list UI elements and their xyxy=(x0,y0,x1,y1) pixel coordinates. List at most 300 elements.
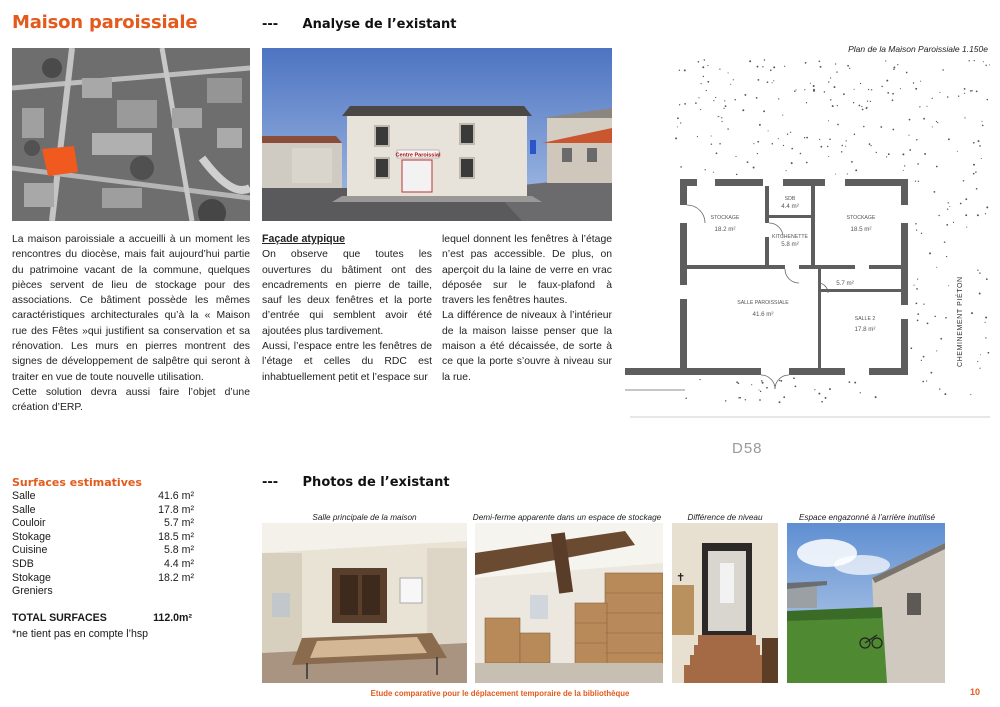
total-value: 112.0m² xyxy=(153,612,192,624)
grass-dot xyxy=(945,317,947,319)
description-column-2 xyxy=(262,232,432,385)
grass-dot xyxy=(793,377,795,379)
grass-dot xyxy=(795,386,797,388)
grass-dot xyxy=(987,99,988,100)
grass-dot xyxy=(684,103,686,105)
floor-plan xyxy=(625,55,990,420)
grass-dot xyxy=(915,223,917,225)
grass-dot xyxy=(936,121,937,122)
surface-row xyxy=(12,517,194,531)
grass-dot xyxy=(936,350,937,351)
grass-dot xyxy=(719,68,720,69)
road-label: D58 xyxy=(732,440,763,457)
grass-dot xyxy=(861,106,862,107)
surface-label: Greniers xyxy=(12,585,53,598)
grass-dot xyxy=(965,214,967,216)
grass-dot xyxy=(908,135,909,136)
grass-dot xyxy=(806,102,807,103)
grass-dot xyxy=(944,393,946,395)
grass-dot xyxy=(843,93,845,95)
grass-dot xyxy=(923,118,925,120)
surface-label: SDB xyxy=(12,557,34,570)
surface-row xyxy=(12,490,194,504)
surface-row xyxy=(12,572,194,586)
grass-dot xyxy=(975,171,976,172)
grass-dot xyxy=(845,146,846,147)
grass-dot xyxy=(824,91,826,93)
grass-dot xyxy=(964,117,965,118)
grass-dot xyxy=(719,143,721,145)
grass-dot xyxy=(909,119,911,121)
grass-dot xyxy=(790,132,791,133)
grass-dot xyxy=(699,379,700,380)
grass-dot xyxy=(794,90,796,92)
grass-dot xyxy=(772,82,773,83)
grass-dot xyxy=(870,101,871,102)
grass-dot xyxy=(759,399,761,401)
room-name: STOCKAGE xyxy=(710,215,740,221)
grass-dot xyxy=(679,104,680,105)
grass-dot xyxy=(715,97,716,98)
grass-dot xyxy=(680,122,681,123)
grass-dot xyxy=(900,88,901,89)
grass-dot xyxy=(679,70,680,71)
grass-dot xyxy=(677,126,678,127)
grass-dot xyxy=(981,158,982,159)
grass-dot xyxy=(887,92,889,94)
surface-row xyxy=(12,504,194,518)
grass-dot xyxy=(727,128,729,130)
grass-dot xyxy=(705,169,706,170)
grass-dot xyxy=(828,156,829,157)
total-label: TOTAL SURFACES xyxy=(12,612,107,624)
grass-dot xyxy=(779,380,780,381)
grass-dot xyxy=(819,139,820,140)
grass-dot xyxy=(977,361,978,362)
grass-dot xyxy=(923,356,925,358)
room-area: 18.5 m² xyxy=(850,226,872,233)
grass-dot xyxy=(974,60,975,61)
grass-dot xyxy=(876,152,877,153)
surface-value: 17.8 m² xyxy=(158,503,194,516)
path-label: CHEMINEMENT PIÉTON xyxy=(957,276,964,367)
grass-dot xyxy=(948,138,950,140)
grass-dot xyxy=(917,289,918,290)
grass-dot xyxy=(903,170,904,171)
grass-dot xyxy=(711,143,712,144)
grass-dot xyxy=(863,126,865,128)
grass-dot xyxy=(981,121,982,122)
photo-storage xyxy=(475,523,663,683)
facade-sign: Centre Paroissial xyxy=(395,152,441,159)
grass-dot xyxy=(971,90,972,91)
grass-dot xyxy=(910,347,912,349)
grass-dot xyxy=(756,97,758,99)
grass-dot xyxy=(947,96,949,98)
grass-dot xyxy=(860,392,861,393)
grass-dot xyxy=(983,61,984,62)
grass-dot xyxy=(985,322,986,323)
paragraph: La maison paroissiale a accueilli à un moment les rencontres du diocèse, mais fait aujourd’hui partie du patrimoine vacant de la commune, quelques pièces servent de lieu de stockage pour des associations. Ce bâtiment possède les mêmes caractéristiques architecturales qu’à la « Maison rue des Fêtes »qui justifient sa conservation et sa rénovation. Les murs en pierres montrent des signes de développement de salpêtre qui seront à traiter en vue de toute nouvelle utilisation. xyxy=(12,234,250,383)
grass-dot xyxy=(854,134,856,136)
grass-dot xyxy=(968,60,969,61)
grass-dot xyxy=(733,79,734,80)
surface-value: 4.4 m² xyxy=(163,557,194,570)
grass-dot xyxy=(749,60,751,62)
grass-dot xyxy=(747,161,749,163)
grass-dot xyxy=(849,381,851,383)
grass-dot xyxy=(701,83,702,84)
grass-dot xyxy=(885,60,886,61)
surface-value: 5.8 m² xyxy=(163,544,194,557)
grass-dot xyxy=(986,206,988,208)
surface-row xyxy=(12,544,194,558)
room-area: 17.8 m² xyxy=(854,326,876,333)
grass-dot xyxy=(948,202,949,203)
grass-dot xyxy=(924,153,926,155)
facade-photo-graphic xyxy=(262,48,612,221)
grass-dot xyxy=(917,279,918,280)
grass-dot xyxy=(698,97,699,98)
page-number: 10 xyxy=(970,687,981,697)
grass-dot xyxy=(893,68,894,69)
grass-dot xyxy=(976,91,978,93)
paragraph: lequel donnent les fenêtres à l’étage n’est pas accessible. De plus, on aperçoit du la laine de verre en vrac déposée sur le faux-plafond à travers les fenêtres hautes. xyxy=(442,234,612,307)
grass-dot xyxy=(985,213,986,214)
grass-dot xyxy=(784,66,785,67)
grass-dot xyxy=(706,90,707,91)
grass-dot xyxy=(939,388,940,389)
grass-dot xyxy=(976,188,978,190)
grass-dot xyxy=(736,174,738,176)
grass-dot xyxy=(904,165,905,166)
surfaces-table xyxy=(12,490,194,599)
grass-dot xyxy=(806,162,808,164)
heading-dash: --- xyxy=(262,475,279,490)
grass-dot xyxy=(836,71,837,72)
grass-dot xyxy=(917,320,919,322)
grass-dot xyxy=(958,96,959,97)
grass-dot xyxy=(915,180,916,181)
grass-dot xyxy=(716,152,718,154)
grass-dot xyxy=(835,174,836,175)
grass-dot xyxy=(697,136,698,137)
room-area: 18.2 m² xyxy=(714,226,736,233)
grass-dot xyxy=(677,117,679,119)
surfaces-total xyxy=(12,612,192,624)
grass-dot xyxy=(973,173,975,175)
grass-dot xyxy=(886,80,888,82)
grass-dot xyxy=(757,153,758,154)
grass-dot xyxy=(937,122,938,123)
grass-dot xyxy=(804,89,805,90)
grass-dot xyxy=(853,102,854,103)
grass-dot xyxy=(897,64,898,65)
cross-icon: ✝ xyxy=(676,572,686,584)
grass-dot xyxy=(963,180,965,182)
grass-dot xyxy=(862,109,864,111)
grass-dot xyxy=(892,129,894,131)
grass-dot xyxy=(921,360,922,361)
aerial-map xyxy=(12,48,250,221)
grass-dot xyxy=(828,81,829,82)
surface-label: Stokage xyxy=(12,530,51,543)
grass-dot xyxy=(960,203,962,205)
page-footer: Etude comparative pour le déplacement temporaire de la bibliothèque xyxy=(370,689,630,698)
grass-dot xyxy=(837,105,838,106)
grass-dot xyxy=(744,94,746,96)
grass-dot xyxy=(762,66,763,67)
surface-label: Cuisine xyxy=(12,544,48,557)
grass-dot xyxy=(713,172,714,173)
grass-dot xyxy=(738,397,740,399)
grass-dot xyxy=(909,149,911,151)
photo-main-room-graphic xyxy=(262,523,467,683)
grass-dot xyxy=(837,124,839,126)
grass-dot xyxy=(791,162,793,164)
grass-dot xyxy=(866,107,868,109)
paragraph: Cette solution devra aussi faire l’objet d’une création d’ERP. xyxy=(12,386,250,414)
grass-dot xyxy=(916,139,918,141)
grass-dot xyxy=(854,382,856,384)
grass-dot xyxy=(778,98,779,99)
surface-row xyxy=(12,531,194,545)
grass-dot xyxy=(757,66,759,68)
grass-dot xyxy=(787,134,788,135)
grass-dot xyxy=(949,206,950,207)
grass-dot xyxy=(880,126,882,128)
grass-dot xyxy=(758,79,760,81)
grass-dot xyxy=(806,137,808,139)
grass-dot xyxy=(814,389,815,390)
grass-dot xyxy=(985,337,986,338)
grass-dot xyxy=(786,170,787,171)
grass-dot xyxy=(965,198,967,200)
grass-dot xyxy=(760,391,761,392)
grass-dot xyxy=(939,92,940,93)
grass-dot xyxy=(919,106,920,107)
grass-dot xyxy=(926,106,927,107)
grass-dot xyxy=(828,120,829,121)
grass-dot xyxy=(685,398,687,400)
photo-level-difference xyxy=(672,523,778,683)
grass-dot xyxy=(917,313,919,315)
paragraph: On observe que toutes les ouvertures du bâtiment ont des encadrements en pierre de taille, sauf les deux fenêtres et la porte d’entrée qui semblent avoir été ajoutées plus tardivement. xyxy=(262,249,432,337)
analysis-heading-text: Analyse de l’existant xyxy=(302,17,457,32)
grass-dot xyxy=(892,99,894,101)
grass-dot xyxy=(851,161,853,163)
grass-dot xyxy=(742,109,744,111)
grass-dot xyxy=(810,83,811,84)
grass-dot xyxy=(871,89,872,90)
grass-dot xyxy=(805,62,807,64)
room-name: STOCKAGE xyxy=(846,215,876,221)
grass-dot xyxy=(725,105,727,107)
grass-dot xyxy=(783,396,785,398)
grass-dot xyxy=(875,396,877,398)
grass-dot xyxy=(980,354,981,355)
surface-value: 5.7 m² xyxy=(163,517,194,530)
surface-row xyxy=(12,558,194,572)
grass-dot xyxy=(849,68,850,69)
grass-dot xyxy=(985,317,987,319)
grass-dot xyxy=(854,89,855,90)
grass-dot xyxy=(927,323,929,325)
grass-dot xyxy=(902,153,904,155)
grass-dot xyxy=(713,100,714,101)
grass-dot xyxy=(986,278,988,280)
grass-dot xyxy=(759,390,760,391)
grass-dot xyxy=(675,137,677,139)
grass-dot xyxy=(934,316,936,318)
grass-dot xyxy=(818,393,820,395)
grass-dot xyxy=(920,81,921,82)
grass-dot xyxy=(723,108,724,109)
grass-dot xyxy=(781,380,783,382)
grass-dot xyxy=(946,256,947,257)
room-name: SDB xyxy=(784,196,796,202)
grass-dot xyxy=(988,352,990,354)
room-area: 41.6 m² xyxy=(752,311,774,318)
grass-dot xyxy=(782,115,783,116)
grass-dot xyxy=(695,102,697,104)
facade-photo xyxy=(262,48,612,221)
grass-dot xyxy=(734,99,735,100)
grass-dot xyxy=(795,89,796,90)
grass-dot xyxy=(724,100,725,101)
grass-dot xyxy=(764,59,765,60)
grass-dot xyxy=(957,151,958,152)
grass-dot xyxy=(834,86,836,88)
grass-dot xyxy=(745,399,746,400)
photo-caption: Différence de niveau xyxy=(687,513,763,522)
description-column-3 xyxy=(442,232,612,385)
grass-dot xyxy=(770,69,772,71)
surfaces-note: *ne tient pas en compte l’hsp xyxy=(12,628,149,640)
grass-dot xyxy=(738,383,740,385)
grass-dot xyxy=(707,65,708,66)
grass-dot xyxy=(698,61,700,63)
grass-dot xyxy=(761,380,763,382)
surface-value: 41.6 m² xyxy=(158,490,194,502)
grass-dot xyxy=(820,66,822,68)
grass-dot xyxy=(977,270,978,271)
grass-dot xyxy=(979,368,980,369)
grass-dot xyxy=(985,65,986,66)
grass-dot xyxy=(966,227,967,228)
grass-dot xyxy=(841,151,842,152)
grass-dot xyxy=(735,156,736,157)
surface-label: Stokage xyxy=(12,571,51,584)
grass-dot xyxy=(970,90,972,92)
grass-dot xyxy=(791,148,793,150)
grass-dot xyxy=(830,77,831,78)
grass-dot xyxy=(947,209,948,210)
grass-dot xyxy=(718,116,719,117)
grass-dot xyxy=(917,163,919,165)
grass-dot xyxy=(703,76,704,77)
grass-dot xyxy=(979,293,981,295)
grass-dot xyxy=(970,394,971,395)
grass-dot xyxy=(926,380,927,381)
grass-dot xyxy=(867,100,868,101)
grass-dot xyxy=(906,72,908,74)
grass-dot xyxy=(772,143,774,145)
room-area: 4.4 m² xyxy=(781,203,799,210)
grass-dot xyxy=(751,384,752,385)
grass-dot xyxy=(978,140,980,142)
grass-dot xyxy=(977,214,979,216)
grass-dot xyxy=(778,138,779,139)
grass-dot xyxy=(922,381,924,383)
grass-dot xyxy=(684,69,686,71)
photo-lawn-graphic xyxy=(787,523,945,683)
grass-dot xyxy=(855,169,857,171)
grass-dot xyxy=(736,381,738,383)
paragraph: La différence de niveaux à l’intérieur de la maison laisse penser que la maison a été décaissée, de sorte à ce que la porte s’ouvre à niveau sur la rue. xyxy=(442,310,612,383)
grass-dot xyxy=(779,401,781,403)
grass-dot xyxy=(842,145,843,146)
grass-dot xyxy=(913,82,914,83)
facade-subtitle: Façade atypique xyxy=(262,233,346,245)
grass-dot xyxy=(929,252,931,254)
grass-dot xyxy=(946,224,948,226)
grass-dot xyxy=(948,285,949,286)
grass-dot xyxy=(819,60,821,62)
surface-label: Salle xyxy=(12,503,36,516)
grass-dot xyxy=(918,181,919,182)
grass-dot xyxy=(847,173,848,174)
grass-dot xyxy=(829,138,831,140)
photos-heading-text: Photos de l’existant xyxy=(302,475,450,490)
grass-dot xyxy=(915,302,917,304)
photos-heading xyxy=(262,475,450,490)
grass-dot xyxy=(753,143,754,144)
room-name: SALLE PAROISSIALE xyxy=(737,300,789,306)
grass-dot xyxy=(859,105,861,107)
grass-dot xyxy=(728,72,729,73)
grass-dot xyxy=(813,89,815,91)
surface-label: Salle xyxy=(12,490,36,502)
grass-dot xyxy=(680,166,682,168)
grass-dot xyxy=(773,66,775,68)
grass-dot xyxy=(932,126,933,127)
grass-dot xyxy=(702,66,704,68)
grass-dot xyxy=(821,146,823,148)
photo-lawn xyxy=(787,523,945,683)
photo-caption: Demi-ferme apparente dans un espace de stockage xyxy=(472,513,662,522)
grass-dot xyxy=(813,85,815,87)
grass-dot xyxy=(979,272,980,273)
grass-dot xyxy=(953,222,954,223)
plan-caption: Plan de la Maison Paroissiale 1.150e xyxy=(848,44,988,54)
floor-plan-graphic xyxy=(625,55,990,420)
grass-dot xyxy=(881,86,883,88)
grass-dot xyxy=(938,215,939,216)
grass-dot xyxy=(870,145,871,146)
grass-dot xyxy=(915,88,917,90)
grass-dot xyxy=(944,241,946,243)
grass-dot xyxy=(762,382,764,384)
grass-dot xyxy=(847,65,849,67)
grass-dot xyxy=(753,167,755,169)
grass-dot xyxy=(936,166,938,168)
grass-dot xyxy=(914,285,915,286)
grass-dot xyxy=(730,84,731,85)
grass-dot xyxy=(934,191,936,193)
room-area: 5.8 m² xyxy=(781,241,799,248)
grass-dot xyxy=(940,338,942,340)
